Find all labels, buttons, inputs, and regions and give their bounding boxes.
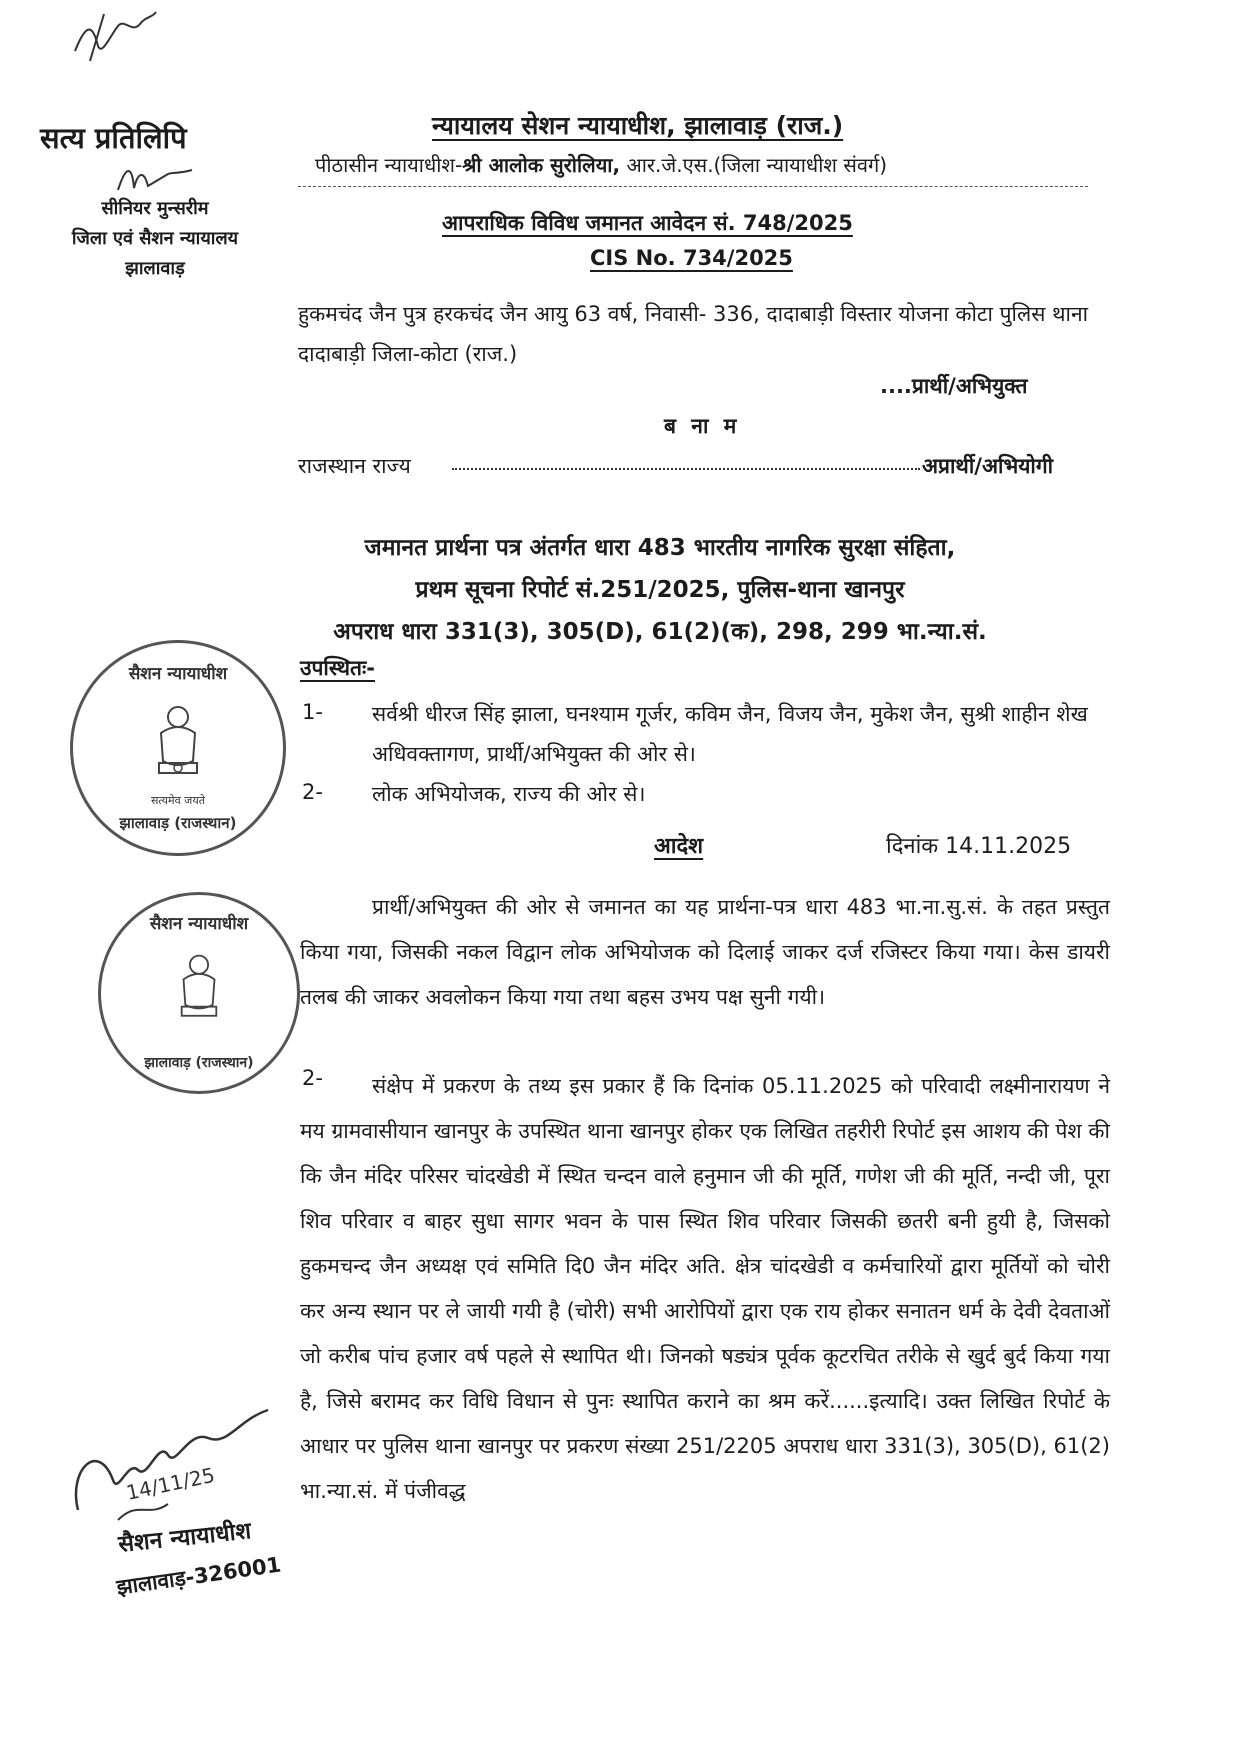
presiding-judge-name: श्री आलोक सुरोलिया, (462, 153, 621, 177)
judge-signature (58, 1400, 288, 1530)
presiding-prefix: पीठासीन न्यायाधीश- (315, 153, 463, 177)
signing-judge-title: सैशन न्यायाधीश (117, 1518, 253, 1558)
court-seal (98, 892, 300, 1094)
presence-item-number: 2- (302, 780, 323, 804)
presence-item-prosecutor: लोक अभियोजक, राज्य की ओर से। (372, 782, 646, 806)
seal-ring-place: झालावाड़ (राजस्थान) (144, 1055, 254, 1071)
seal-ring-place: झालावाड़ (राजस्थान) (119, 814, 237, 832)
order-date: दिनांक 14.11.2025 (886, 834, 1072, 859)
petitioner-role: ....प्रार्थी/अभियुक्त (880, 374, 1028, 398)
bail-heading-line-3: अपराध धारा 331(3), 305(D), 61(2)(क), 298, 299 भा.न्या.सं. (333, 619, 987, 645)
presence-item-number: 1- (302, 700, 323, 724)
signing-judge-place: झालावाड़-326001 (115, 1552, 283, 1600)
cis-number: CIS No. 734/2025 (590, 246, 793, 270)
order-paragraph-2: संक्षेप में प्रकरण के तथ्य इस प्रकार हैं कि दिनांक 05.11.2025 को परिवादी लक्ष्मीनारायण ने मय ग्रामवासीयान खानपुर के उपस्थित थाना खानपुर होकर एक लिखित तहरीरी रिपोर्ट इस आशय की पेश की कि जैन मंदिर परिसर चांदखेडी में स्थित चन्दन वाले हनुमान जी की मूर्ति, गणेश जी की मूर्ति, नन्दी जी, पूरा शिव परिवार व बाहर सुधा सागर भवन के पास स्थित शिव परिवार जिसकी छतरी बनी हुयी है, जिसको हुकमचन्द जैन अध्यक्ष एवं समिति दि0 जैन मंदिर अति. क्षेत्र चांदखेडी व कर्मचारियों द्वारा मूर्तियों को चोरी कर अन्य स्थान पर ले जायी गयी है (चोरी) सभी आरोपियों द्वारा एक राय होकर सनातन धर्म के देवी देवताओं जो करीब पांच हजार वर्ष पहले से स्थापित थी। जिनको षड्यंत्र पूर्वक कूटरचित तरीके से खुर्द बुर्द किया गया है, जिसे बरामद कर विधि विधान से पुनः स्थापित कराने का श्रम करें......इत्यादि। उक्त लिखित रिपोर्ट के आधार पर पुलिस थाना खानपुर पर प्रकरण संख्या 251/2205 अपराध धारा 331(3), 305(D), 61(2) भा.न्या.सं. में पंजीवद्ध (300, 1074, 1110, 1503)
certified-copy-title: सत्य प्रतिलिपि (40, 121, 187, 155)
order-paragraph-1: प्रार्थी/अभियुक्त की ओर से जमानत का यह प्रार्थना-पत्र धारा 483 भा.ना.सु.सं. के तहत प्रस्तुत किया गया, जिसकी नकल विद्वान लोक अभियोजक को दिलाई जाकर दर्ज रजिस्टर किया गया। केस डायरी तलब की जाकर अवलोकन किया गया तथा बहस उभय पक्ष सुनी गयी। (300, 895, 1110, 1009)
bail-heading-line-1: जमानत प्रार्थना पत्र अंतर्गत धारा 483 भारतीय नागरिक सुरक्षा संहिता, (364, 535, 956, 561)
signature-date: 14/11/25 (124, 1462, 217, 1505)
seal-motto: सत्यमेव जयते (150, 794, 205, 807)
order-heading: आदेश (654, 834, 704, 859)
national-emblem-icon (143, 703, 213, 793)
seal-ring-text: सैशन न्यायाधीश (128, 664, 228, 684)
application-number: आपराधिक विविध जमानत आवेदन सं. 748/2025 (442, 211, 853, 235)
respondent-name: राजस्थान राज्य (298, 454, 411, 478)
court-seal (70, 640, 286, 856)
initials-scribble (70, 6, 160, 66)
certified-copy-designation: सीनियर मुन्सरीम (101, 198, 209, 219)
clerk-signature (108, 160, 198, 200)
presiding-judge-rank: आर.जे.एस.(जिला न्यायाधीश संवर्ग) (626, 153, 888, 177)
presiding-judge-line (315, 151, 887, 178)
certified-copy-office: जिला एवं सैशन न्यायालय (71, 228, 239, 249)
presence-item-advocates: सर्वश्री धीरज सिंह झाला, घनश्याम गूर्जर, कविम जैन, विजय जैन, मुकेश जैन, सुश्री शाहीन शेख अधिवक्तागण, प्रार्थी/अभियुक्त की ओर से। (372, 702, 1088, 766)
order-paragraph-2-number: 2- (302, 1066, 323, 1090)
versus-label: ब ना म (664, 414, 737, 438)
seal-ring-text: सैशन न्यायाधीश (149, 914, 249, 934)
presence-heading: उपस्थितः- (300, 656, 375, 680)
header-divider (298, 186, 1088, 187)
respondent-role: अप्रार्थी/अभियोगी (922, 454, 1054, 478)
respondent-leader-dots (452, 468, 920, 470)
bail-heading-line-2: प्रथम सूचना रिपोर्ट सं.251/2025, पुलिस-थाना खानपुर (415, 577, 905, 603)
petitioner-details: हुकमचंद जैन पुत्र हरकचंद जैन आयु 63 वर्ष, निवासी- 336, दादाबाड़ी विस्तार योजना कोटा पुलिस थाना दादाबाड़ी जिला-कोटा (राज.) (298, 302, 1089, 366)
court-title: न्यायालय सेशन न्यायाधीश, झालावाड़ (राज.) (432, 111, 844, 140)
certified-copy-place: झालावाड़ (125, 258, 185, 279)
national-emblem-icon (167, 952, 231, 1034)
